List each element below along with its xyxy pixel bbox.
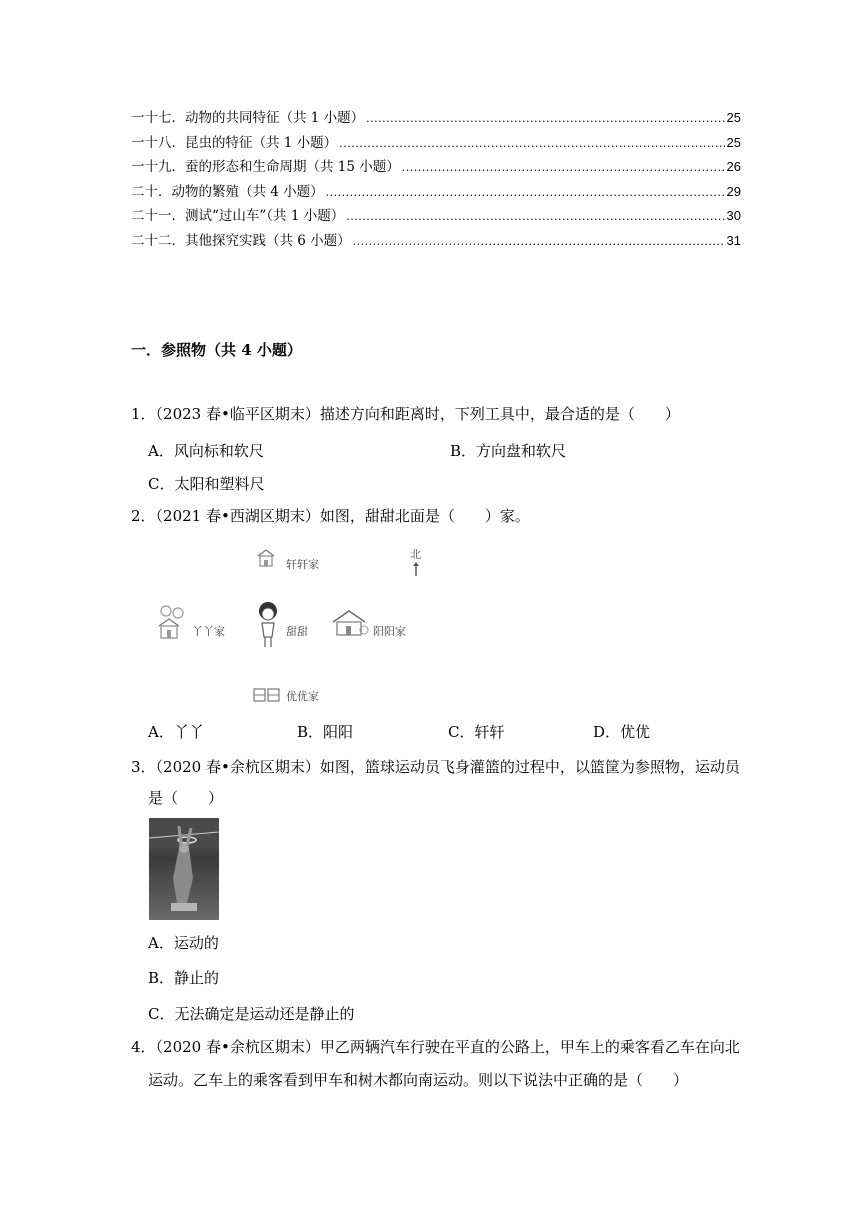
q3-option-a[interactable]: A．运动的 xyxy=(148,934,219,952)
girl-icon xyxy=(255,601,281,649)
toc-entry-title: 一十九．蚕的形态和生命周期（共 15 小题） xyxy=(131,159,400,176)
toc-leader-dots xyxy=(339,137,724,150)
basketball-player-icon xyxy=(149,818,219,920)
question-4-stem-line2: 运动。乙车上的乘客看到甲车和树木都向南运动。则以下说法中正确的是（ ） xyxy=(148,1071,689,1089)
question-4-stem-line1: 4．（2020 春•余杭区期末）甲乙两辆汽车行驶在平直的公路上，甲车上的乘客看乙车在向北 xyxy=(131,1038,740,1056)
toc-entry[interactable] xyxy=(131,131,741,156)
toc-entry[interactable] xyxy=(131,229,741,254)
toc-leader-dots xyxy=(326,186,725,199)
q1-option-a[interactable]: A．风向标和软尺 xyxy=(148,442,264,460)
toc-entry-page: 29 xyxy=(726,183,741,199)
q2-option-a[interactable]: A．丫丫 xyxy=(148,723,204,741)
toc-leader-dots xyxy=(353,235,725,248)
toc-leader-dots xyxy=(402,161,725,174)
north-arrow-icon xyxy=(411,561,421,577)
toc-entry-page: 31 xyxy=(726,232,741,248)
toc-entry[interactable] xyxy=(131,106,741,131)
q3-option-b[interactable]: B．静止的 xyxy=(148,969,220,987)
tree-house-icon xyxy=(157,604,187,642)
toc-entry-title: 一十七．动物的共同特征（共 1 小题） xyxy=(131,110,365,126)
toc-entry[interactable] xyxy=(131,204,741,229)
label-tiantian: 甜甜 xyxy=(286,625,308,638)
label-north: 北 xyxy=(410,548,421,561)
toc-entry-title: 二十一．测试“过山车”（共 1 小题） xyxy=(131,208,345,225)
q1-option-c[interactable]: C．太阳和塑料尺 xyxy=(148,475,265,493)
toc-entry-title: 二十二．其他探究实践（共 6 小题） xyxy=(131,232,351,249)
house-icon xyxy=(252,684,282,706)
label-youyou-home: 优优家 xyxy=(286,690,319,703)
label-xuanxuan-home: 轩轩家 xyxy=(286,558,319,571)
label-yaya-home: 丫丫家 xyxy=(192,625,225,638)
house-icon xyxy=(255,548,277,572)
question-1-stem: 1．（2023 春•临平区期末）描述方向和距离时，下列工具中，最合适的是（ ） xyxy=(131,405,680,423)
house-icon xyxy=(331,608,371,638)
q3-option-c[interactable]: C．无法确定是运动还是静止的 xyxy=(148,1005,355,1023)
q2-option-b[interactable]: B．阳阳 xyxy=(297,723,354,741)
toc-entry-title: 二十．动物的繁殖（共 4 小题） xyxy=(131,183,324,200)
toc-entry-title: 一十八．昆虫的特征（共 1 小题） xyxy=(131,134,338,151)
toc-leader-dots xyxy=(366,112,724,125)
toc-entry-page: 25 xyxy=(726,110,741,125)
question-3-stem-line2: 是（ ） xyxy=(148,789,224,807)
toc-leader-dots xyxy=(346,210,724,223)
q2-option-c[interactable]: C．轩轩 xyxy=(448,723,505,741)
question-2-stem: 2．（2021 春•西湖区期末）如图，甜甜北面是（ ）家。 xyxy=(131,507,530,525)
toc-entry[interactable] xyxy=(131,155,741,180)
toc-entry-page: 26 xyxy=(726,159,741,175)
toc-entry[interactable] xyxy=(131,180,741,205)
q2-option-d[interactable]: D．优优 xyxy=(593,723,651,741)
toc-entry-page: 30 xyxy=(726,208,741,224)
q1-option-b[interactable]: B．方向盘和软尺 xyxy=(450,442,567,460)
table-of-contents xyxy=(131,106,741,254)
label-yangyang-home: 阳阳家 xyxy=(373,625,406,638)
section-heading: 一．参照物（共 4 小题） xyxy=(131,341,302,359)
toc-entry-page: 25 xyxy=(726,134,741,150)
question-3-stem-line1: 3．（2020 春•余杭区期末）如图，篮球运动员飞身灌篮的过程中，以篮筐为参照物，运动员 xyxy=(131,758,740,776)
basketball-dunk-photo xyxy=(149,818,219,920)
